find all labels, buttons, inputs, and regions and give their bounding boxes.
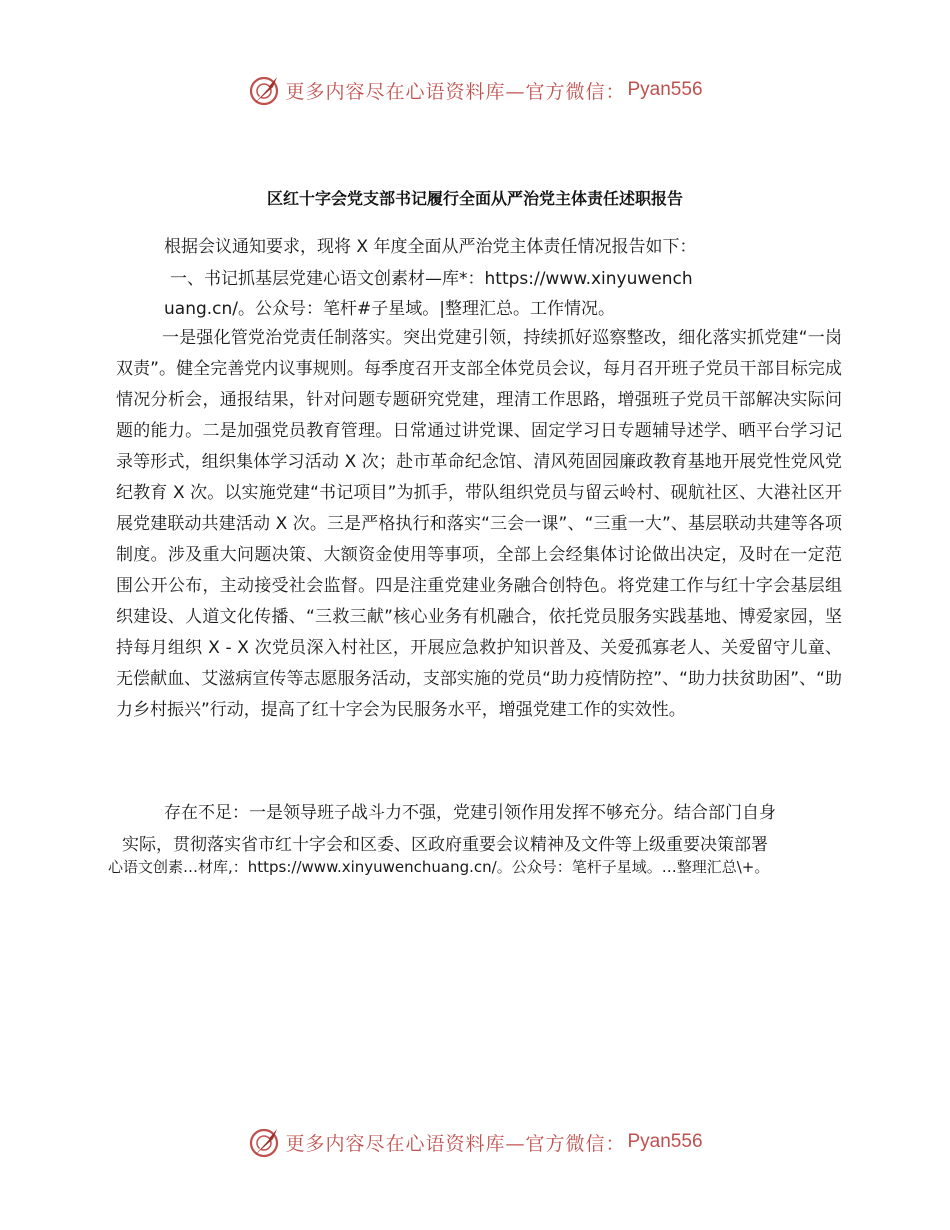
- body-paragraph: 一是强化管党治党责任制落实。突出党建引领，持续抓好巡察整改，细化落实抓党建“一岗双责”。健全完善党内议事规则。每季度召开支部全体党员会议，每月召开班子党员干部目标完成情况分析会，通报结果，针对问题专题研究党建，理清工作思路，增强班子党员干部解决实际问题的能力。二是加强党员教育管理。日常通过讲党课、固定学习日专题辅导述学、晒平台学习记录等形式，组织集体学习活动 X 次；赴市革命纪念馆、清风苑固园廉政教育基地开展党性党风党纪教育 X 次。以实施党建“书记项目”为抓手，带队组织党员与留云岭村、砚航社区、大港社区开展党建联动共建活动 X 次。三是严格执行和落实“三会一课”、“三重一大”、基层联动共建等各项制度。涉及重大问题决策、大额资金使用等事项，全部上会经集体讨论做出决定，及时在一定范围公开公布，主动接受社会监督。四是注重党建业务融合创特色。将党建工作与红十字会基层组织建设、人道文化传播、“三救三献”核心业务有机融合，依托党员服务实践基地、博爱家园，坚持每月组织 X - X 次党员深入村社区，开展应急救护知识普及、关爱孤寡老人、关爱留守儿童、无偿献血、艾滋病宣传等志愿服务活动，支部实施的党员“助力疫情防控”、“助力扶贫助困”、“助力乡村振兴”行动，提高了红十字会为民服务水平，增强党建工作的实效性。: [116, 328, 842, 720]
- header-banner-text: 更多内容尽在心语资料库—官方微信：: [285, 80, 626, 103]
- footer-banner-wechat-id: Pyan556: [627, 1131, 703, 1152]
- footer-banner-text: 更多内容尽在心语资料库—官方微信：: [285, 1132, 626, 1155]
- shortcomings-line1: 存在不足：一是领导班子战斗力不强，党建引领作用发挥不够充分。结合部门自身: [164, 803, 776, 823]
- shortcomings-line2: 实际，贯彻落实省市红十字会和区委、区政府重要会议精神及文件等上级重要决策部署: [122, 835, 768, 855]
- quill-seal-icon: [247, 1125, 281, 1159]
- document-title: 区红十字会党支部书记履行全面从严治党主体责任述职报告: [266, 189, 683, 208]
- footnote-line: 心语文创素…材库,：https://www.xinyuwenchuang.cn/。公众号：笔杆子星域。…整理汇总\+。: [108, 858, 770, 876]
- intro-line: 根据会议通知要求，现将 X 年度全面从严治党主体责任情况报告如下：: [164, 237, 697, 257]
- header-banner: [0, 70, 950, 110]
- section-one-heading-line2: uang.cn/。公众号：笔杆#子星域。|整理汇总。工作情况。: [164, 299, 615, 319]
- footer-banner: [0, 1122, 950, 1162]
- quill-seal-icon: [247, 73, 281, 107]
- section-one-heading-line1: 一、书记抓基层党建心语文创素材—库*：https://www.xinyuwench: [170, 269, 693, 289]
- header-banner-wechat-id: Pyan556: [627, 79, 703, 100]
